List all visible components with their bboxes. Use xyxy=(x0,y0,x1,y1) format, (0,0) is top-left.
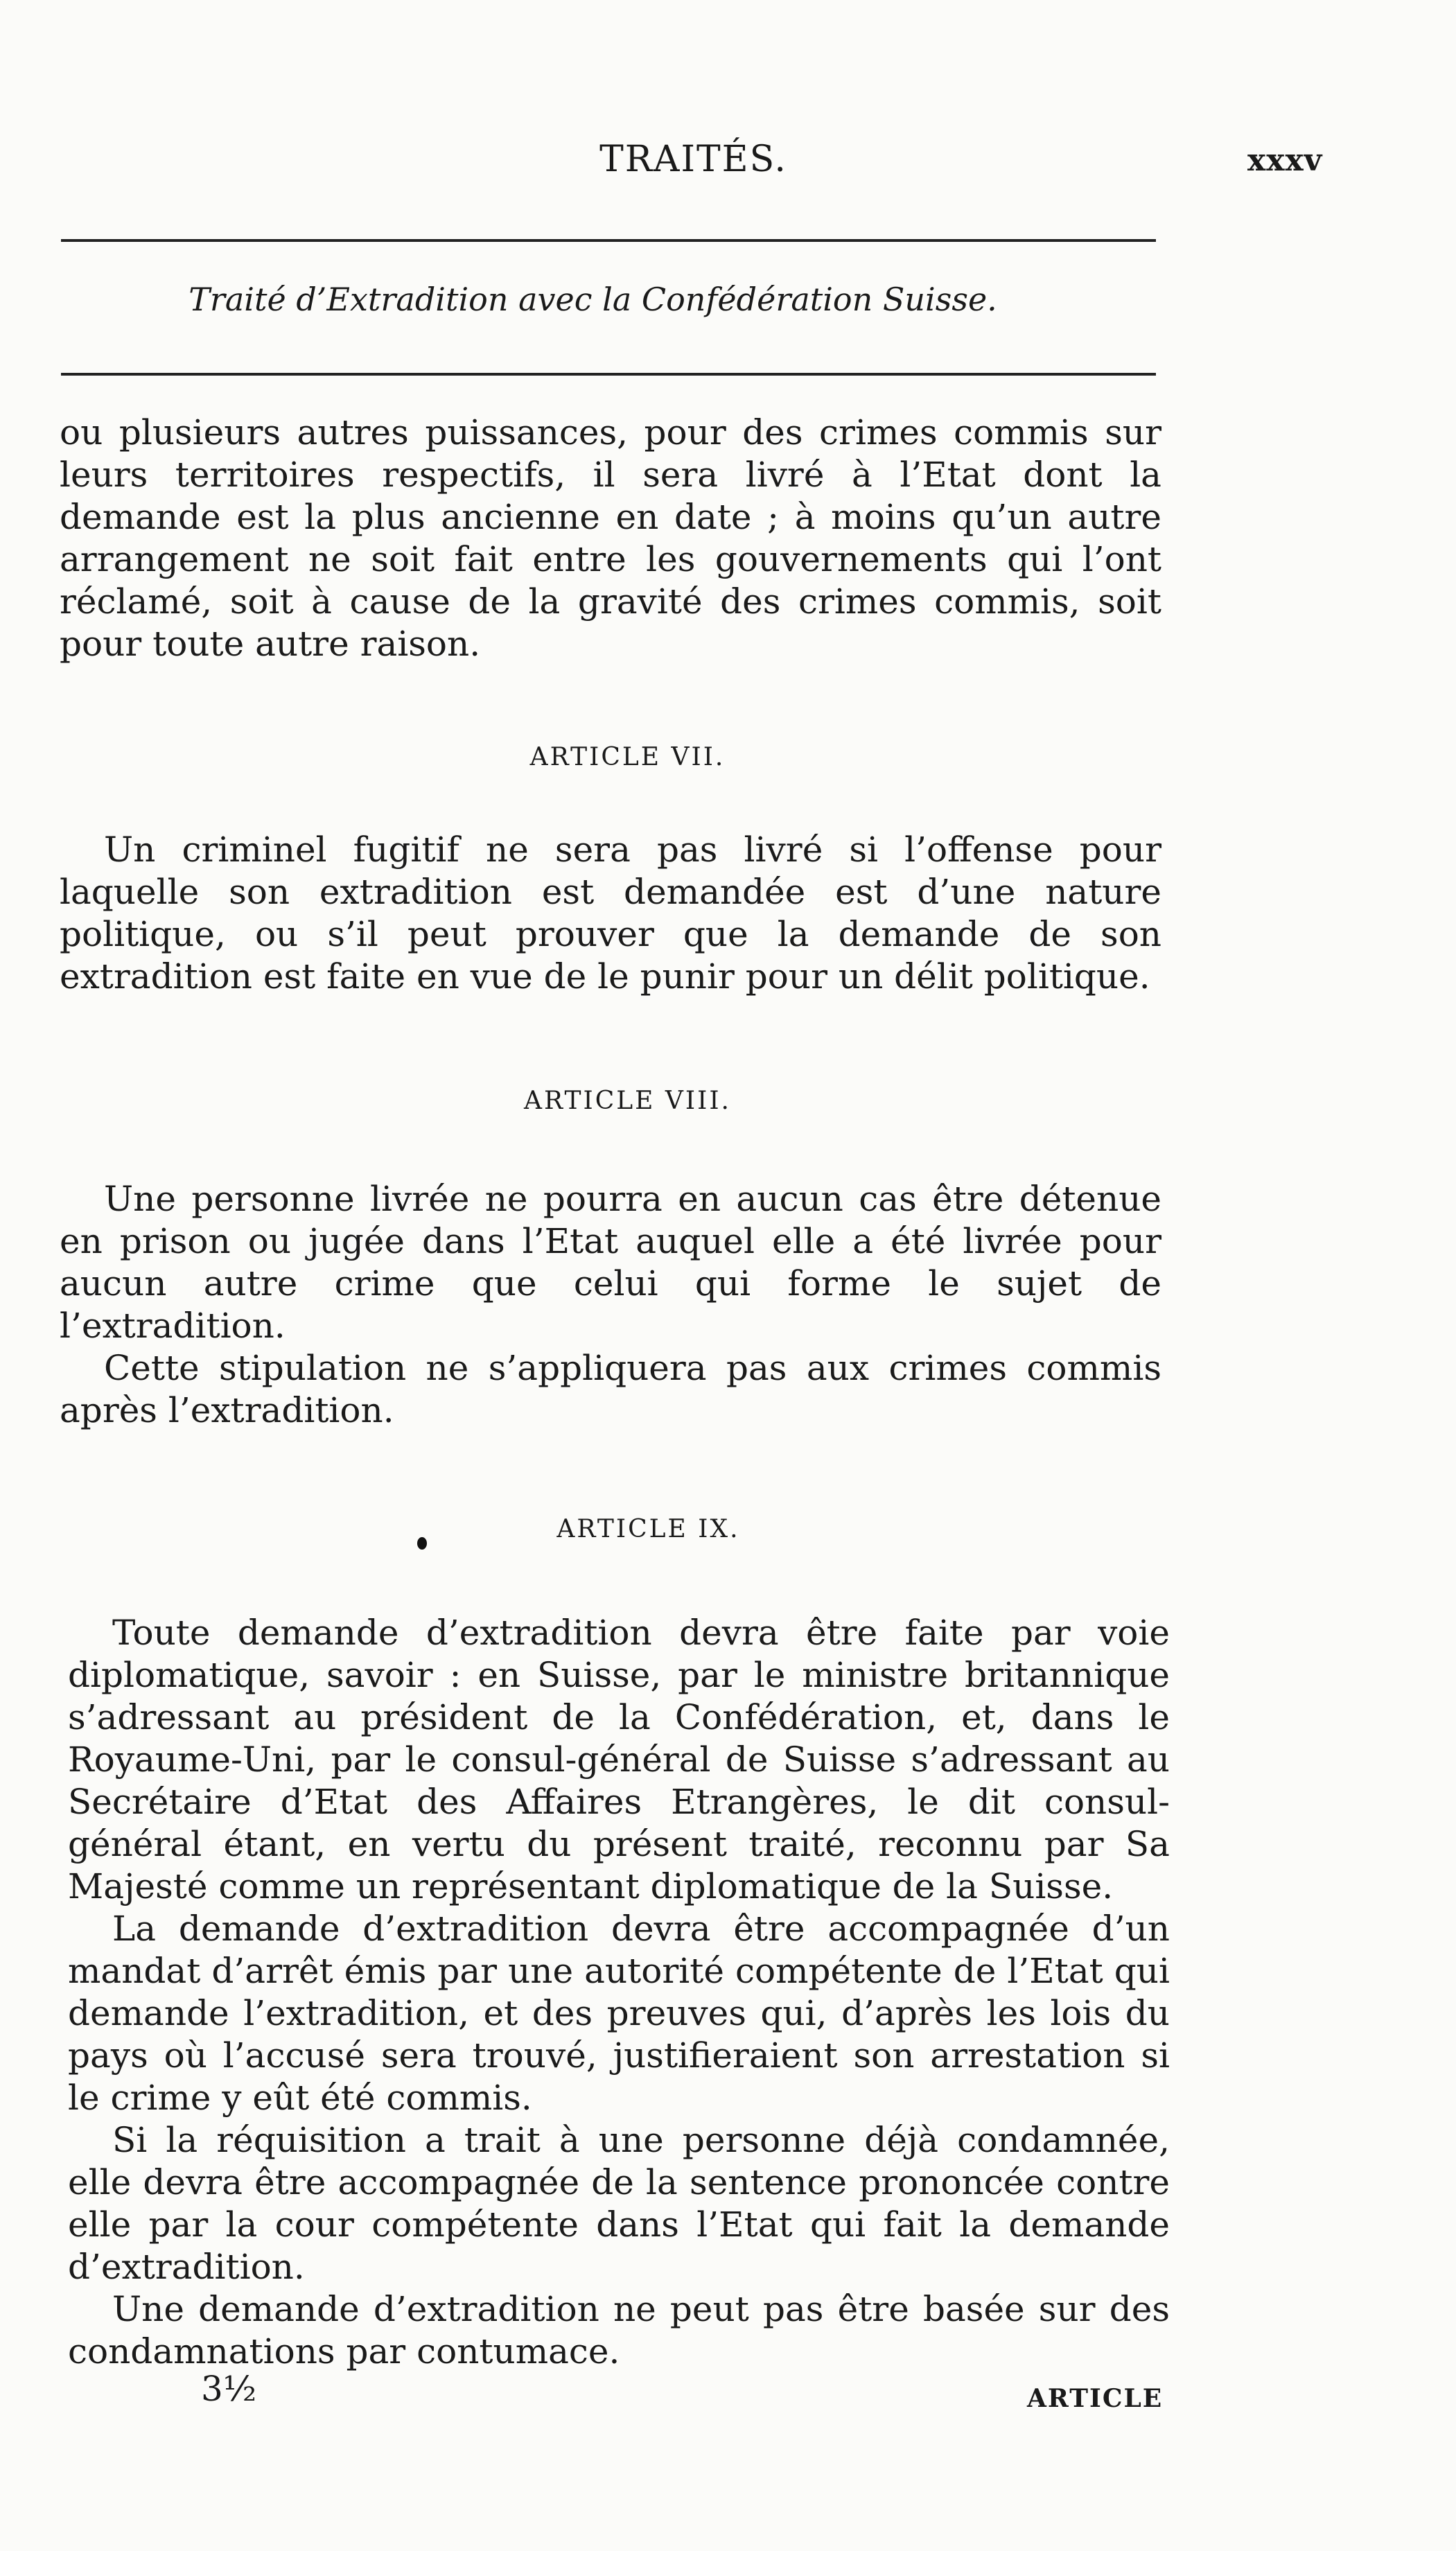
signature-mark: 3½ xyxy=(201,2369,257,2409)
article-viii-body xyxy=(60,1178,1161,1432)
article-ix-body xyxy=(68,1612,1170,2373)
article-ix-paragraph-4: Une demande d’extradition ne peut pas être basée sur des condamnations par contumace. xyxy=(68,2289,1170,2372)
page-number: xxxv xyxy=(1247,143,1323,178)
bottom-rule xyxy=(61,373,1156,376)
page-header-title: TRAITÉS. xyxy=(599,139,787,180)
continuation-paragraph: ou plusieurs autres puissances, pour des crimes commis sur leurs territoires respectifs, il sera livré à l’Etat dont la demande est la plus ancienne en date ; à moins qu’un autre arrangement ne soit fait entre les gouvernements qui l’ont réclamé, soit à cause de la gravité des crimes commis, soit pour toute autre raison. xyxy=(60,412,1161,664)
continuation-block xyxy=(60,412,1161,665)
article-viii-paragraph-2: Cette stipulation ne s’appliquera pas aux crimes commis après l’extradition. xyxy=(60,1348,1161,1430)
article-viii-paragraph-1: Une personne livrée ne pourra en aucun cas être détenue en prison ou jugée dans l’Etat auquel elle a été livrée pour aucun autre crime que celui qui forme le sujet de l’extradition. xyxy=(60,1179,1161,1346)
article-vii-heading: ARTICLE VII. xyxy=(529,743,726,771)
catchword: ARTICLE xyxy=(1027,2384,1164,2413)
article-vii-paragraph-1: Un criminel fugitif ne sera pas livré si l’offense pour laquelle son extradition est demandée est d’une nature politique, ou s’il peut prouver que la demande de son extradition est faite en vue de le punir pour un délit politique. xyxy=(60,830,1161,997)
article-ix-paragraph-3: Si la réquisition a trait à une personne déjà condamnée, elle devra être accompagnée de la sentence prononcée contre elle par la cour compétente dans l’Etat qui fait la demande d’extradition. xyxy=(68,2120,1170,2287)
article-viii-heading: ARTICLE VIII. xyxy=(524,1087,731,1115)
top-rule xyxy=(61,239,1156,242)
treaty-title: Traité d’Extradition avec la Confédération Suisse. xyxy=(188,281,997,318)
article-ix-paragraph-2: La demande d’extradition devra être accompagnée d’un mandat d’arrêt émis par une autorité compétente de l’Etat qui demande l’extradition, et des preuves qui, d’après les lois du pays où l’accusé sera trouvé, justifieraient son arrestation si le crime y eût été commis. xyxy=(68,1909,1170,2118)
article-vii-body xyxy=(60,829,1161,998)
article-ix-paragraph-1: Toute demande d’extradition devra être faite par voie diplomatique, savoir : en Suisse, par le ministre britannique s’adressant au président de la Confédération, et, dans le Royaume-Uni, par le consul-général de Suisse s’adressant au Secrétaire d’Etat des Affaires Etrangères, le dit consul-général étant, en vertu du présent traité, reconnu par Sa Majesté comme un représentant diplomatique de la Suisse. xyxy=(68,1613,1170,1906)
article-ix-heading: ARTICLE IX. xyxy=(556,1515,740,1543)
